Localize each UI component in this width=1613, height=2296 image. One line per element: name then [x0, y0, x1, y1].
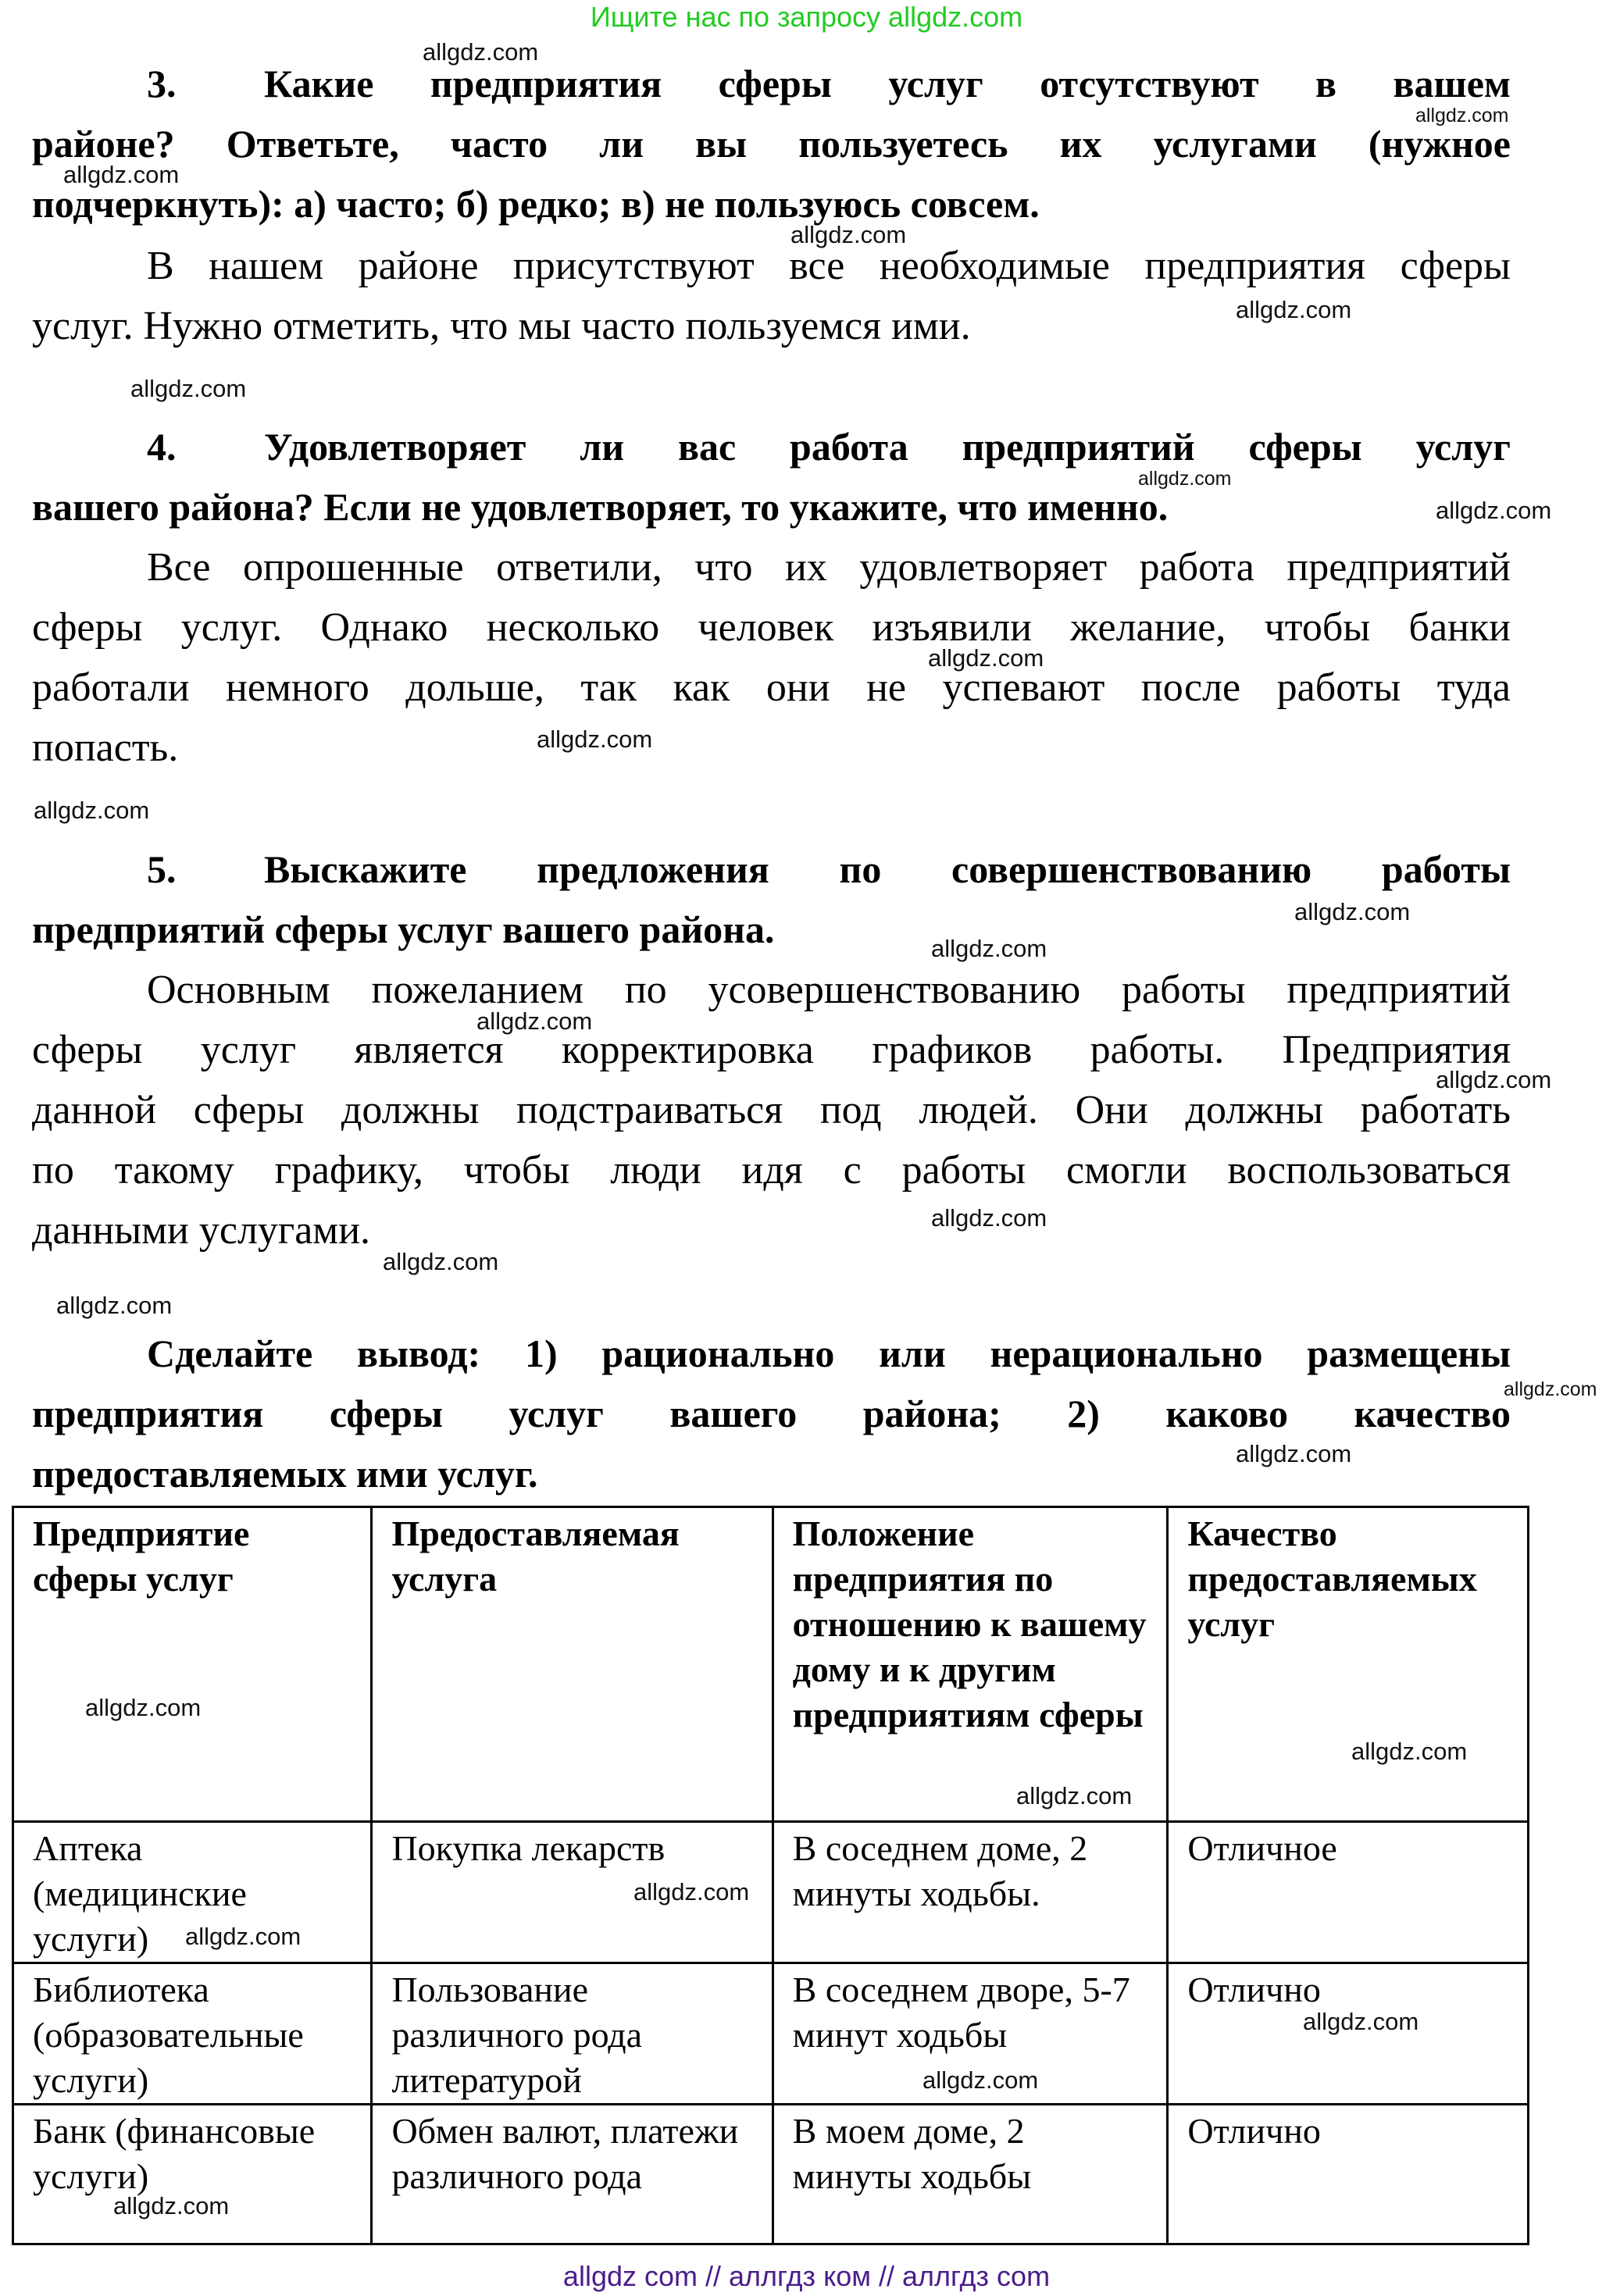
cell-quality: Отлично — [1168, 2105, 1529, 2244]
answer-line: сферы услуг. Однако несколько человек изъявили желание, чтобы банки — [32, 605, 1511, 650]
header-location: Положение предприятия по отношению к вашему дому и к другим предприятиям сферы — [773, 1507, 1168, 1822]
watermark: allgdz.com — [1236, 1440, 1352, 1467]
question-number: 5. — [147, 847, 177, 891]
question-text: Удовлетворяет ли вас работа предприятий сферы услуг — [264, 425, 1511, 469]
cell-enterprise: Банк (финансовые услуги) — [13, 2105, 372, 2244]
answer-line: работали немного дольше, так как они не успевают после работы туда — [32, 665, 1511, 710]
answer-line: данными услугами. — [32, 1208, 371, 1253]
header-enterprise: Предприятие сферы услуг — [13, 1507, 372, 1822]
question-line — [32, 54, 1511, 114]
watermark: allgdz.com — [931, 935, 1047, 962]
cell-service: Пользование различного рода литературой — [372, 1963, 773, 2105]
question-text: Какие предприятия сферы услуг отсутствуют в вашем — [264, 62, 1511, 105]
question-number: 3. — [147, 62, 177, 105]
cell-quality: Отлично — [1168, 1963, 1529, 2105]
services-table — [12, 1506, 1529, 2245]
watermark: allgdz.com — [1016, 1782, 1133, 1809]
cell-service: Покупка лекарств — [372, 1822, 773, 1963]
watermark: allgdz.com — [185, 1923, 302, 1950]
watermark: allgdz.com — [423, 38, 539, 66]
answer-line: попасть. — [32, 726, 179, 770]
watermark: allgdz.com — [113, 2192, 230, 2219]
question-line: районе? Ответьте, часто ли вы пользуетесь их услугами (нужное — [32, 122, 1511, 166]
conclusion-line: Сделайте вывод: 1) рационально или нерационально размещены — [147, 1332, 1511, 1375]
watermark: allgdz.com — [1436, 1066, 1552, 1093]
table-header-row — [13, 1507, 1529, 1822]
header-quality: Качество предоставляемых услуг — [1168, 1507, 1529, 1822]
table-row — [13, 1963, 1529, 2105]
question-text: Выскажите предложения по совершенствованию работы — [264, 847, 1511, 891]
search-banner[interactable]: Ищите нас по запросу allgdz.com — [590, 1, 1023, 33]
answer-line: услуг. Нужно отметить, что мы часто пользуемся ими. — [32, 304, 971, 348]
question-5 — [32, 840, 1511, 960]
footer-links[interactable]: allgdz com // аллгдз ком // аллгдз com — [562, 2260, 1051, 2292]
watermark: allgdz.com — [790, 221, 907, 248]
watermark: allgdz.com — [130, 375, 247, 402]
watermark: allgdz.com — [34, 797, 150, 824]
answer-line: Основным пожеланием по усовершенствованию работы предприятий — [147, 968, 1511, 1012]
watermark: allgdz.com — [1294, 898, 1411, 925]
header-service: Предоставляемая услуга — [372, 1507, 773, 1822]
watermark: allgdz.com — [476, 1007, 593, 1035]
watermark: allgdz.com — [537, 726, 653, 753]
watermark: allgdz.com — [1351, 1738, 1468, 1765]
watermark: allgdz.com — [928, 644, 1044, 672]
watermark: allgdz.com — [383, 1248, 499, 1275]
question-4 — [32, 417, 1511, 537]
question-line — [32, 417, 1511, 477]
question-line — [32, 840, 1511, 900]
answer-line: по такому графику, чтобы люди идя с работы смогли воспользоваться — [32, 1148, 1511, 1193]
question-3 — [32, 54, 1511, 234]
watermark: allgdz.com — [63, 161, 180, 188]
conclusion-line: предоставляемых ими услуг. — [32, 1452, 538, 1496]
answer-line: данной сферы должны подстраиваться под людей. Они должны работать — [32, 1088, 1511, 1132]
watermark: allgdz.com — [56, 1292, 173, 1319]
cell-enterprise: Библиотека (образовательные услуги) — [13, 1963, 372, 2105]
watermark: allgdz.com — [1504, 1378, 1597, 1400]
question-line: подчеркнуть): а) часто; б) редко; в) не пользуюсь совсем. — [32, 182, 1040, 226]
cell-location: В соседнем доме, 2 минуты ходьбы. — [773, 1822, 1168, 1963]
answer-line: сферы услуг является корректировка графиков работы. Предприятия — [32, 1028, 1511, 1072]
conclusion-line: предприятия сферы услуг вашего района; 2) каково качество — [32, 1392, 1511, 1435]
cell-location: В моем доме, 2 минуты ходьбы — [773, 2105, 1168, 2244]
watermark: allgdz.com — [922, 2066, 1039, 2094]
table-row — [13, 2105, 1529, 2244]
cell-quality: Отличное — [1168, 1822, 1529, 1963]
watermark: allgdz.com — [931, 1204, 1047, 1232]
answer-5 — [32, 960, 1511, 1260]
question-line: предприятий сферы услуг вашего района. — [32, 907, 775, 951]
watermark: allgdz.com — [85, 1694, 202, 1721]
answer-line: В нашем районе присутствуют все необходимые предприятия сферы — [147, 244, 1511, 288]
answer-4 — [32, 537, 1511, 778]
question-line: вашего района? Если не удовлетворяет, то укажите, что именно. — [32, 485, 1169, 529]
cell-enterprise: Аптека (медицинские услуги) — [13, 1822, 372, 1963]
answer-line: Все опрошенные ответили, что их удовлетворяет работа предприятий — [147, 545, 1511, 590]
cell-location: В соседнем дворе, 5-7 минут ходьбы — [773, 1963, 1168, 2105]
question-number: 4. — [147, 425, 177, 469]
cell-service: Обмен валют, платежи различного рода — [372, 2105, 773, 2244]
watermark: allgdz.com — [1138, 468, 1232, 490]
watermark: allgdz.com — [633, 1878, 750, 1906]
watermark: allgdz.com — [1436, 497, 1552, 524]
watermark: allgdz.com — [1236, 296, 1352, 323]
watermark: allgdz.com — [1415, 105, 1509, 127]
watermark: allgdz.com — [1303, 2008, 1419, 2035]
conclusion-task — [32, 1324, 1511, 1504]
